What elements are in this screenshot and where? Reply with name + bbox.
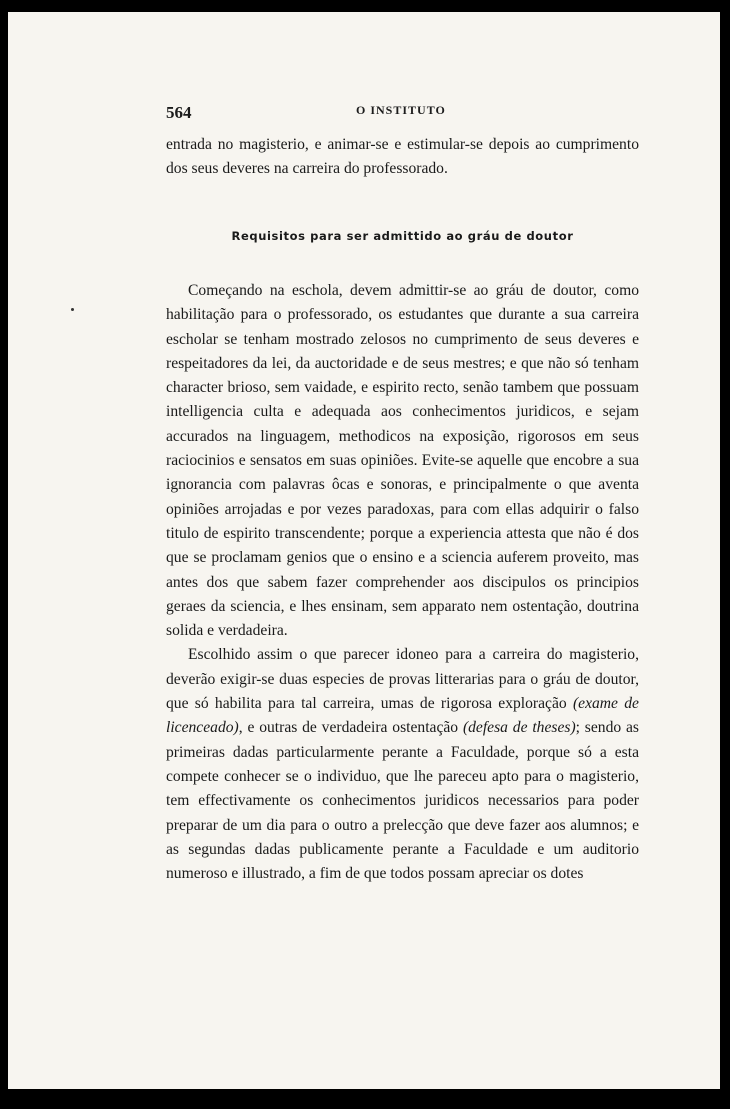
page-number: 564 bbox=[166, 103, 192, 122]
paragraph-provas bbox=[166, 643, 639, 886]
ink-speck bbox=[71, 308, 74, 311]
body-text bbox=[166, 279, 639, 886]
section-heading: Requisitos para ser admittido ao gráu de doutor bbox=[231, 229, 574, 243]
paragraph-provas-part1: Escolhido assim o que parecer idoneo para a carreira do magisterio, deverão exigir-se duas especies de provas litterarias para o gráu de doutor, que só habilita para tal carreira, umas de rigorosa exploração bbox=[166, 646, 639, 713]
paragraph-provas-part3: ; sendo as primeiras dadas particularmente perante a Faculdade, porque só a esta compete conhecer se o individuo, que lhe pareceu apto para o magisterio, tem effectivamente os conhecimentos juridicos necessarios para poder preparar de um dia para o outro a prelecção que deve fazer aos alumnos; e as segundas dadas publicamente perante a Faculdade e um auditorio numeroso e illustrado, a fim de que todos possam apreciar os dotes bbox=[166, 719, 639, 883]
running-title: O INSTITUTO bbox=[356, 103, 446, 117]
defesa-theses-term: (defesa de theses) bbox=[462, 719, 576, 737]
paragraph-provas-part2: , e outras de verdadeira ostentação bbox=[238, 719, 463, 737]
exame-licenceado-term: (exame de licenceado) bbox=[166, 695, 639, 737]
intro-paragraph: entrada no magisterio, e animar-se e estimular-se depois ao cumprimento dos seus deveres na carreira do professorado. bbox=[166, 136, 639, 177]
paragraph-requisitos: Começando na eschola, devem admittir-se ao gráu de doutor, como habilitação para o professorado, os estudantes que durante a sua carreira escholar se tenham mostrado zelosos no cumprimento de seus deveres e respeitadores da lei, da auctoridade e de seus mestres; e que não só tenham character brioso, sem vaidade, e espirito recto, senão tambem que possuam intelligencia culta e adequada aos conhecimentos juridicos, e sejam accurados na linguagem, methodicos na exposição, rigorosos em seus raciocinios e sensatos em suas opiniões. Evite-se aquelle que encobre a sua ignorancia com palavras ôcas e sonoras, e principalmente o que aventa opiniões arrojadas e por vezes paradoxas, para com ellas adquirir o falso titulo de espirito transcendente; porque a experiencia attesta que não é dos que se proclamam genios que o ensino e a sciencia auferem proveito, mas antes dos que sabem fazer comprehender aos discipulos os principios geraes da sciencia, e lhes ensinam, sem apparato nem ostentação, doutrina solida e verdadeira. bbox=[166, 282, 639, 640]
